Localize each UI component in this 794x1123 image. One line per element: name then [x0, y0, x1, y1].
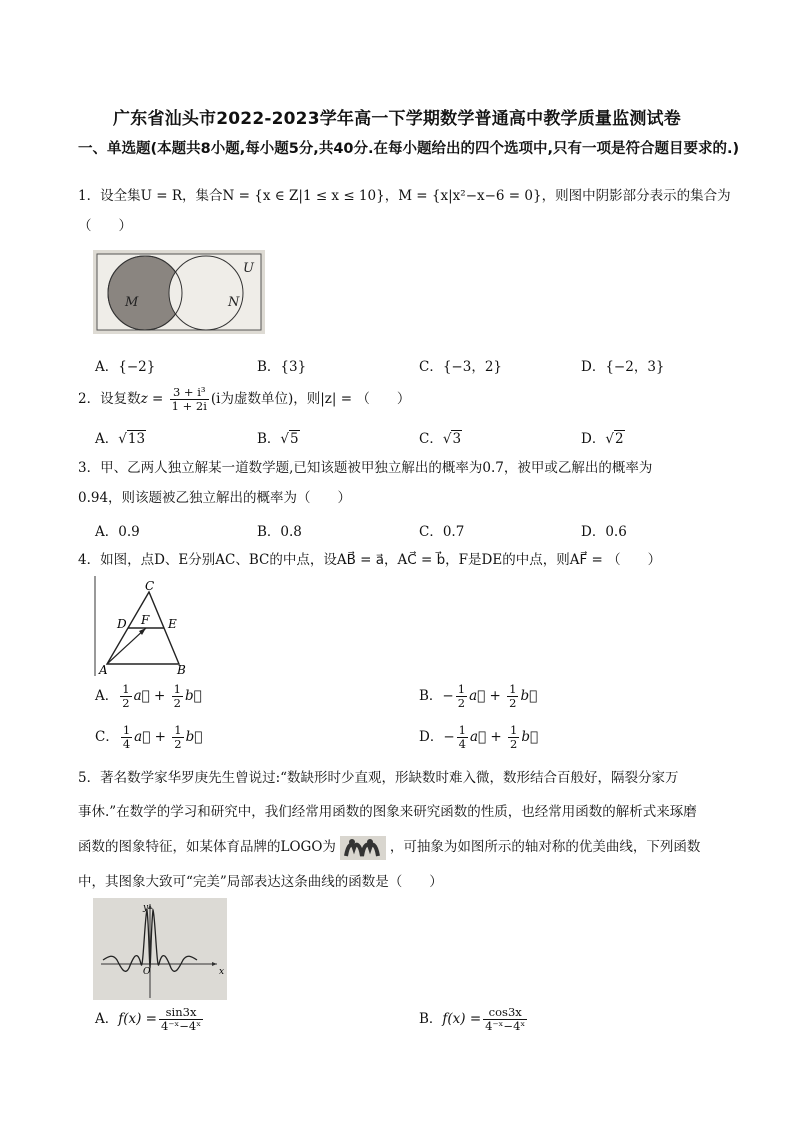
triangle-figure — [93, 576, 195, 676]
venn-diagram — [93, 250, 265, 334]
graph-y-label: y — [143, 903, 149, 913]
venn-label-n: N — [228, 295, 240, 310]
q4-option-d: D．− $\frac{1}{4}$ a⃗ + $\frac{1}{2}$ b⃗ — [419, 723, 539, 751]
q4-option-b: B．− $\frac{1}{2}$ a⃗ + $\frac{1}{2}$ b⃗ — [419, 682, 538, 710]
q1-option-c: C．{−3，2} — [419, 359, 502, 375]
graph-x-label: x — [219, 967, 225, 977]
q1-option-d: D．{−2，3} — [581, 359, 665, 375]
q5-stem-line4: 中，其图象大致可“完美”局部表达这条曲线的函数是（ ） — [78, 874, 443, 890]
q2-suffix: (i为虚数单位)，则|z| = （ ） — [210, 391, 411, 407]
q5-stem-line3: 函数的图象特征，如某体育品牌的LOGO为 ，可抽象为如图所示的轴对称的优美曲线，下列函数 — [78, 834, 700, 860]
label-c: C — [145, 579, 155, 593]
q1-stem: 1．设全集U = R，集合N = {x ∈ Z|1 ≤ x ≤ 10}，M = {x|x²−x−6 = 0}，则图中阴影部分表示的集合为 — [78, 188, 731, 204]
q5-stem-line1: 5．著名数学家华罗庚先生曾说过:“数缺形时少直观，形缺数时难入微，数形结合百般好，隔裂分家万 — [78, 770, 679, 786]
label-e: E — [168, 617, 177, 631]
page-title: 广东省汕头市2022-2023学年高一下学期数学普通高中教学质量监测试卷 — [113, 109, 681, 129]
graph-origin-label: O — [143, 967, 151, 977]
label-a: A — [99, 663, 108, 676]
label-d: D — [117, 617, 127, 631]
q2-option-d: D．√2 — [581, 431, 624, 447]
q5-option-a: A．f(x) = $\frac{\sin 3x}{\text{4⁻ˣ−4ˣ}}$ — [95, 1005, 202, 1033]
curve-graph — [93, 898, 227, 1000]
q2-option-c: C．√3 — [419, 431, 462, 447]
brand-logo-image — [340, 836, 386, 860]
q3-option-b: B．0.8 — [257, 524, 302, 540]
q1-paren: （ ） — [78, 218, 132, 234]
q2-numerator: 3 + i³ — [170, 386, 209, 400]
q3-stem-line1: 3．甲、乙两人独立解某一道数学题,已知该题被甲独立解出的概率为0.7，被甲或乙解出的概率为 — [78, 460, 653, 476]
q5-option-b: B．f(x) = $\frac{\cos 3x}{\text{4⁻ˣ−4ˣ}}$ — [419, 1005, 526, 1033]
q4-option-a: A． $\frac{1}{2}$ a⃗ + $\frac{1}{2}$ b⃗ — [95, 682, 202, 710]
q2-stem — [78, 384, 410, 414]
q1-option-a: A．{−2} — [95, 359, 156, 375]
q2-z: z = — [140, 391, 164, 407]
q2-fraction — [170, 386, 209, 413]
q3-stem-line2: 0.94，则该题被乙独立解出的概率为（ ） — [78, 490, 352, 506]
q1-option-b: B．{3} — [257, 359, 307, 375]
section-heading: 一、单选题(本题共8小题,每小题5分,共40分.在每小题给出的四个选项中,只有一项是符合题目要求的.) — [78, 141, 740, 157]
q4-option-c: C． $\frac{1}{4}$ a⃗ + $\frac{1}{2}$ b⃗ — [95, 723, 203, 751]
q2-denominator: 1 + 2i — [171, 399, 207, 413]
label-b: B — [177, 663, 186, 676]
q3-option-c: C．0.7 — [419, 524, 465, 540]
q4-stem: 4．如图，点D、E分别AC、BC的中点，设AB⃗ = a⃗，AC⃗ = b⃗，F是DE的中点，则AF⃗ = （ ） — [78, 552, 662, 568]
q3-option-a: A．0.9 — [95, 524, 140, 540]
venn-label-m: M — [125, 295, 139, 310]
q3-option-d: D．0.6 — [581, 524, 627, 540]
q2-option-a: A．√13 — [95, 431, 146, 447]
venn-label-u: U — [243, 261, 254, 276]
label-f: F — [141, 613, 150, 627]
q2-prefix: 2．设复数 — [78, 391, 141, 407]
q2-option-b: B．√5 — [257, 431, 299, 447]
q5-stem-line2: 事休.”在数学的学习和研究中，我们经常用函数的图象来研究函数的性质，也经常用函数的解析式来琢磨 — [78, 804, 697, 820]
